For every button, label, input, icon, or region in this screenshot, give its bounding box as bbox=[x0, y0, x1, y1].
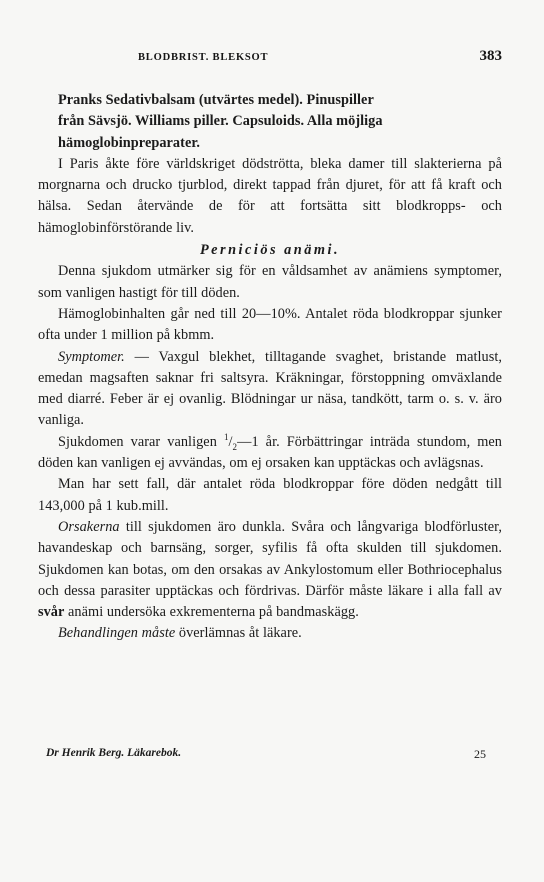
remedies-line-1: Pranks Sedativbalsam (utvärtes medel). Pinuspiller bbox=[58, 92, 374, 108]
causes-text-after: anämi undersöka exkrementerna på bandmaskägg. bbox=[64, 604, 359, 621]
page-footer bbox=[46, 747, 500, 765]
paris-text: I Paris åkte före världskriget dödströtta, bleka damer till slakterierna på morgnarna och drucko tjurblod, direkt tappad från djuret, för att få kraft och hälsa. Sedan återvände de för att fortsätta sitt blodkropps- och hämoglobinförstörande liv. bbox=[38, 155, 502, 236]
paragraph-case bbox=[38, 474, 502, 517]
footer-credit: Dr Henrik Berg. Läkarebok. bbox=[46, 747, 182, 759]
section-heading: Perniciös anämi. bbox=[199, 242, 341, 259]
paragraph-remedies bbox=[38, 90, 502, 154]
paragraph-hemoglobin bbox=[38, 304, 502, 347]
symptoms-label: Symptomer. bbox=[58, 348, 125, 365]
symptoms-text: — Vaxgul blekhet, tilltagande svaghet, bristande matlust, emedan magsaften saknar fri saltsyra. Kräkningar, förstoppning omväxlande med diarré. Feber är ej ovanlig. Blödningar ur näsa, tandkött, tarm o. s. v. äro vanliga. bbox=[38, 348, 502, 429]
intro-text: Denna sjukdom utmärker sig för en våldsamhet av anämiens symptomer, som vanligen hastigt för till döden. bbox=[38, 263, 502, 301]
paragraph-intro bbox=[38, 261, 502, 304]
signature-number: 25 bbox=[474, 747, 486, 761]
paragraph-paris bbox=[38, 154, 502, 239]
hemoglobin-text: Hämoglobinhalten går ned till 20—10%. Antalet röda blodkroppar sjunker ofta under 1 million på kbmm. bbox=[38, 305, 502, 344]
remedies-line-3: hämoglobinpreparater. bbox=[58, 134, 201, 151]
fraction-denominator: 2 bbox=[232, 441, 238, 452]
duration-text-before: Sjukdomen varar vanligen bbox=[58, 433, 224, 450]
fraction-numerator: 1 bbox=[223, 431, 229, 442]
running-head bbox=[38, 48, 502, 70]
treatment-label: Behandlingen måste bbox=[58, 625, 176, 642]
page-number: 383 bbox=[479, 48, 502, 64]
paragraph-symptoms bbox=[38, 347, 502, 432]
treatment-text: överlämnas åt läkare. bbox=[175, 625, 302, 642]
duration-text-after: —1 år. Förbättringar inträda stundom, men döden kan vanligen ej avvändas, om ej orsaken kan upptäckas och avlägsnas. bbox=[38, 433, 502, 472]
case-text: Man har sett fall, där antalet röda blodkroppar före döden nedgått till 143,000 på 1 kub.mill. bbox=[38, 476, 502, 514]
body-text bbox=[38, 90, 502, 645]
causes-text: till sjukdomen äro dunkla. Svåra och långvariga blodförluster, havandeskap och barnsäng, sorger, syfilis få ofta skulden till sjukdomen. Sjukdomen kan botas, om den orsakas av Ankylostomum eller Bothriocephalus och dessa parasiter upptäckas och fördrivas. Därför måste läkare i alla fall av bbox=[38, 518, 502, 599]
causes-bold-word: svår bbox=[38, 604, 65, 621]
paragraph-causes bbox=[38, 517, 502, 623]
remedies-line-2: från Sävsjö. Williams piller. Capsuloids. Alla möjliga bbox=[58, 113, 383, 130]
header-title: BLODBRIST. BLEKSOT bbox=[138, 52, 269, 63]
causes-label: Orsakerna bbox=[58, 518, 120, 535]
paragraph-treatment bbox=[38, 623, 502, 644]
paragraph-duration: Sjukdomen varar vanligen $^1/_2—1$ år. Förbättringar inträda stundom, men döden kan vanligen ej avvändas, om ej orsaken kan upptäckas och avlägsnas. bbox=[38, 431, 502, 472]
